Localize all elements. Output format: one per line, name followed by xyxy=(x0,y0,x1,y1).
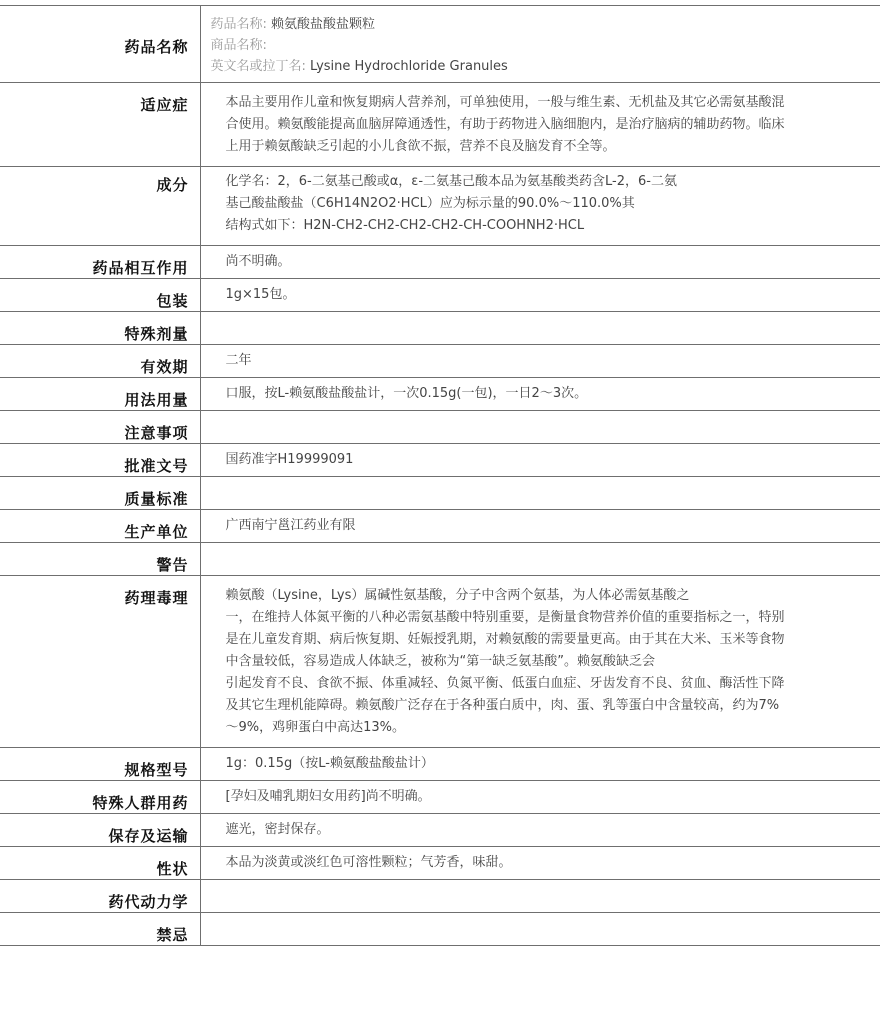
row-value-special-population: [孕妇及哺乳期妇女用药]尚不明确。 xyxy=(200,781,880,814)
row-usage xyxy=(0,378,880,411)
row-label-validity: 有效期 xyxy=(0,345,200,378)
row-label-indication: 适应症 xyxy=(0,83,200,167)
generic-name-key: 药品名称: xyxy=(210,17,267,32)
row-value-spec: 1g：0.15g（按L-赖氨酸盐酸盐计） xyxy=(200,748,880,781)
row-label-storage: 保存及运输 xyxy=(0,814,200,847)
row-pharmacokinetics xyxy=(0,880,880,913)
row-indication xyxy=(0,83,880,167)
row-value-quality xyxy=(200,477,880,510)
row-quality xyxy=(0,477,880,510)
row-composition xyxy=(0,167,880,246)
row-approval xyxy=(0,444,880,477)
generic-name-value: 赖氨酸盐酸盐颗粒 xyxy=(271,17,376,32)
row-label-special-population: 特殊人群用药 xyxy=(0,781,200,814)
row-label-drug-name: 药品名称 xyxy=(0,6,200,83)
row-warning xyxy=(0,543,880,576)
row-label-contraindication: 禁忌 xyxy=(0,913,200,946)
row-drug-name xyxy=(0,6,880,83)
row-value-precautions xyxy=(200,411,880,444)
row-storage xyxy=(0,814,880,847)
row-label-warning: 警告 xyxy=(0,543,200,576)
drug-name-cell xyxy=(200,6,880,83)
row-label-pharmacokinetics: 药代动力学 xyxy=(0,880,200,913)
row-label-quality: 质量标准 xyxy=(0,477,200,510)
drug-info-table xyxy=(0,5,880,946)
row-label-special-dose: 特殊剂量 xyxy=(0,312,200,345)
composition-line-1: 化学名：2，6-二氨基己酸或α，ε-二氨基己酸本品为氨基酸类药含L-2，6-二氨 xyxy=(225,174,677,189)
drug-info-sheet xyxy=(0,5,880,946)
row-interaction xyxy=(0,246,880,279)
row-label-package: 包装 xyxy=(0,279,200,312)
row-spec xyxy=(0,748,880,781)
row-value-pharmacokinetics xyxy=(200,880,880,913)
row-precautions xyxy=(0,411,880,444)
composition-line-3: 结构式如下：H2N-CH2-CH2-CH2-CH2-CH-COOHNH2·HCL xyxy=(225,218,585,233)
row-value-interaction: 尚不明确。 xyxy=(200,246,880,279)
trade-name-key: 商品名称: xyxy=(210,38,267,53)
row-value-approval: 国药准字H19999091 xyxy=(200,444,880,477)
row-special-dose xyxy=(0,312,880,345)
row-label-spec: 规格型号 xyxy=(0,748,200,781)
english-name-value: Lysine Hydrochloride Granules xyxy=(310,59,508,74)
row-value-composition xyxy=(200,167,880,246)
toxicology-paragraph-2: 一，在维持人体氮平衡的八种必需氨基酸中特别重要，是衡量食物营养价值的重要指标之一，特别是在儿童发育期、病后恢复期、妊娠授乳期，对赖氨酸的需要量更高。由于其在大米、玉米等食物中含量较低，容易造成人体缺乏，被称为“第一缺乏氨基酸”。赖氨酸缺乏会 xyxy=(225,610,785,669)
row-label-composition: 成分 xyxy=(0,167,200,246)
row-label-appearance: 性状 xyxy=(0,847,200,880)
row-validity xyxy=(0,345,880,378)
composition-line-2: 基己酸盐酸盐（C6H14N2O2·HCL）应为标示量的90.0%～110.0%其 xyxy=(225,196,635,211)
row-special-population xyxy=(0,781,880,814)
row-package xyxy=(0,279,880,312)
row-label-interaction: 药品相互作用 xyxy=(0,246,200,279)
row-label-approval: 批准文号 xyxy=(0,444,200,477)
row-label-precautions: 注意事项 xyxy=(0,411,200,444)
row-value-contraindication xyxy=(200,913,880,946)
toxicology-paragraph-3: 引起发育不良、食欲不振、体重减轻、负氮平衡、低蛋白血症、牙齿发育不良、贫血、酶活性下降及其它生理机能障碍。赖氨酸广泛存在于各种蛋白质中，肉、蛋、乳等蛋白中含量较高，约为7%～9%，鸡卵蛋白中高达13%。 xyxy=(225,676,785,735)
row-contraindication xyxy=(0,913,880,946)
english-name-key: 英文名或拉丁名: xyxy=(210,59,306,74)
row-value-appearance: 本品为淡黄或淡红色可溶性颗粒；气芳香，味甜。 xyxy=(200,847,880,880)
row-value-manufacturer: 广西南宁邕江药业有限 xyxy=(200,510,880,543)
row-value-usage: 口服，按L-赖氨酸盐酸盐计，一次0.15g(一包)，一日2～3次。 xyxy=(200,378,880,411)
toxicology-line-1: 赖氨酸（Lysine，Lys）属碱性氨基酸，分子中含两个氨基，为人体必需氨基酸之 xyxy=(225,588,690,603)
row-label-toxicology: 药理毒理 xyxy=(0,576,200,748)
row-value-warning xyxy=(200,543,880,576)
row-value-indication: 本品主要用作儿童和恢复期病人营养剂，可单独使用，一般与维生素、无机盐及其它必需氨基酸混合使用。赖氨酸能提高血脑屏障通透性，有助于药物进入脑细胞内，是治疗脑病的辅助药物。临床上用于赖氨酸缺乏引起的小儿食欲不振，营养不良及脑发育不全等。 xyxy=(200,83,880,167)
row-manufacturer xyxy=(0,510,880,543)
row-value-special-dose xyxy=(200,312,880,345)
row-value-package: 1g×15包。 xyxy=(200,279,880,312)
row-value-storage: 遮光，密封保存。 xyxy=(200,814,880,847)
row-value-validity: 二年 xyxy=(200,345,880,378)
row-label-usage: 用法用量 xyxy=(0,378,200,411)
row-value-toxicology xyxy=(200,576,880,748)
row-appearance xyxy=(0,847,880,880)
row-toxicology xyxy=(0,576,880,748)
row-label-manufacturer: 生产单位 xyxy=(0,510,200,543)
